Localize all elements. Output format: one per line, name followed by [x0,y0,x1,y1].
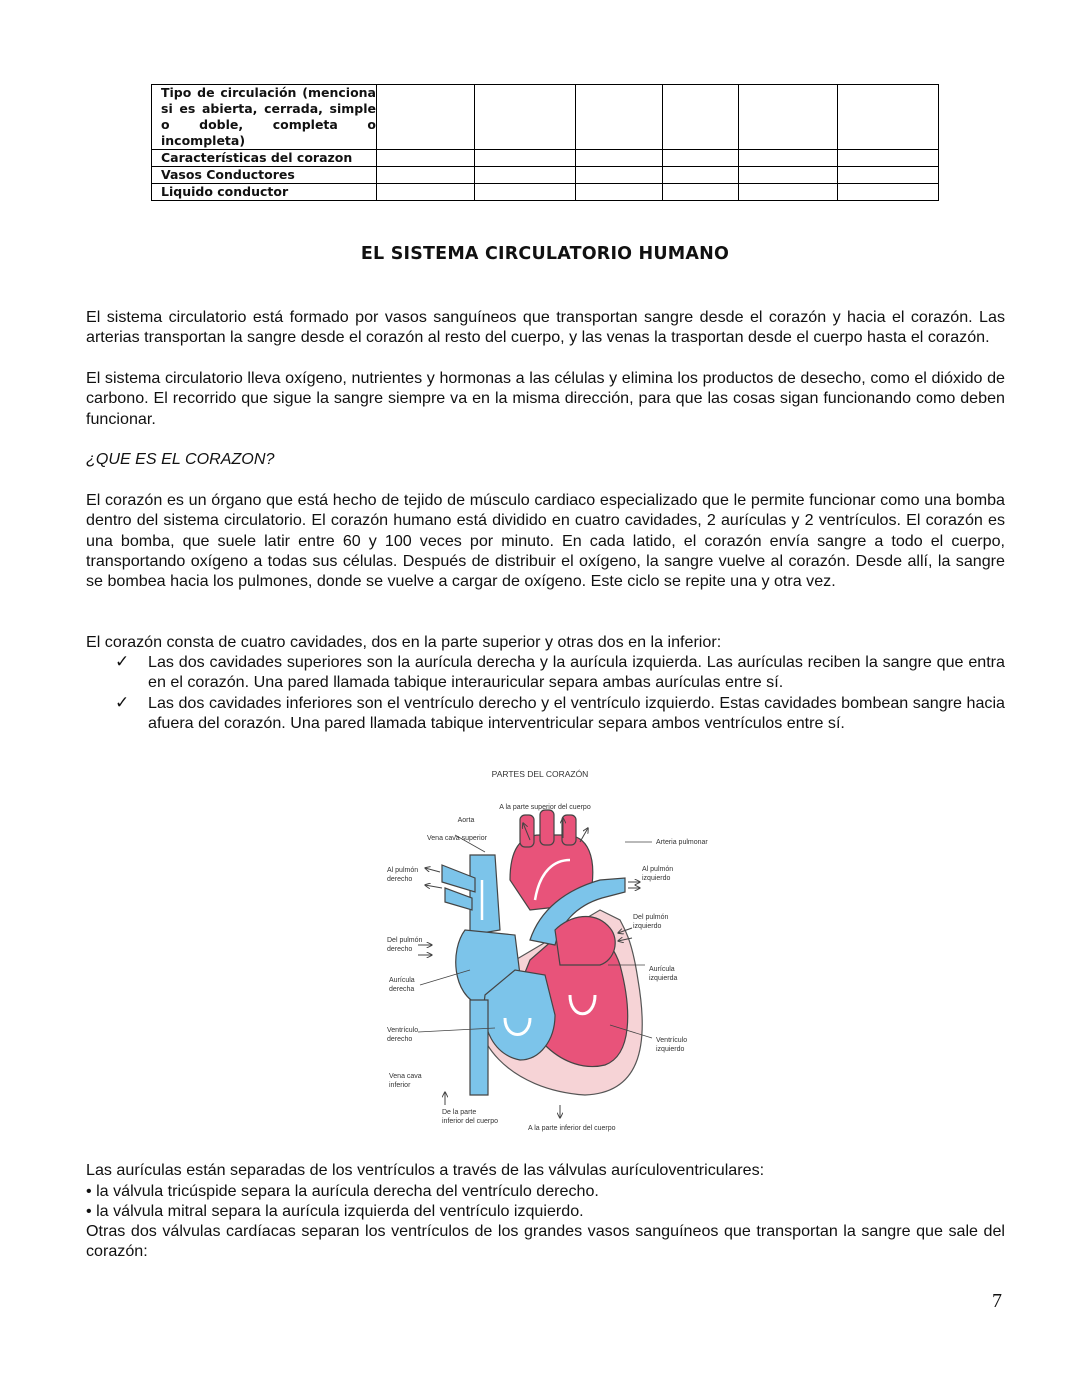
pulmonary-vein-right [445,888,472,910]
aorta-branch [520,815,534,847]
table-cell [663,184,739,201]
table-row [152,184,939,201]
label-del-pulmon-derecho: derecho [387,946,413,953]
label-al-pulmon-izquierdo: izquierdo [642,875,671,882]
table-cell [838,184,939,201]
cavities-intro: El corazón consta de cuatro cavidades, dos en la parte superior y otras dos en la inferior: [86,633,722,651]
label-ventriculo-derecho: derecho [387,1036,413,1043]
table-cell [663,85,739,150]
table-cell [576,184,663,201]
comparison-table [151,84,939,201]
label-al-pulmon-izquierdo: Al pulmón [642,866,674,873]
table-cell [377,184,475,201]
label-auricula-izquierda: Aurícula [649,966,675,973]
table-row [152,167,939,184]
label-ventriculo-izquierdo: Ventrículo [656,1037,688,1044]
checkmark-icon: ✓ [115,693,130,712]
label-auricula-derecha: derecha [389,986,415,993]
section-heading: EL SISTEMA CIRCULATORIO HUMANO [360,244,730,264]
page-number: 7 [992,1290,1002,1312]
table-row [152,85,939,150]
label-al-pulmon-derecho: Al pulmón [387,867,419,874]
label-del-pulmon-izquierdo: Del pulmón [633,914,669,921]
label-top-body: A la parte superior del cuerpo [499,804,591,811]
label-del-pulmon-derecho: Del pulmón [387,937,423,944]
table-cell [576,167,663,184]
vena-cava-superior-shape [470,855,500,935]
label-vena-cava-superior: Vena cava superior [427,835,487,842]
label-from-lower-body: inferior del cuerpo [442,1118,499,1125]
arrow [425,885,442,888]
table-row-label: Vasos Conductores [152,167,377,184]
valves-intro: Las aurículas están separadas de los ventrículos a través de las válvulas aurículoventriculares: [86,1161,765,1179]
table-cell [838,85,939,150]
table-cell [739,167,838,184]
check-item-text: Las dos cavidades superiores son la aurícula derecha y la aurícula izquierda. Las aurículas reciben la sangre que entra en el corazón. Una pared llamada tabique interauricular separa ambas aurículas entre sí. [148,653,1005,692]
intro-paragraph-1: El sistema circulatorio está formado por vasos sanguíneos que transportan sangre desde el corazón y hacia el corazón. Las arterias transportan la sangre desde el corazón al resto del cuerpo, y las venas la trasportan desde el cuerpo hasta el corazón. [86,308,1005,347]
table-cell [739,184,838,201]
valve-item: • la válvula tricúspide separa la aurícula derecha del ventrículo derecho. [86,1182,599,1200]
table-cell [838,167,939,184]
check-item-lower [115,693,1005,734]
diagram-title: PARTES DEL CORAZÓN [491,769,589,779]
table-row-label: Tipo de circulación (menciona si es abierta, cerrada, simple o doble, completa o incompleta) [152,85,377,150]
heart-paragraph: El corazón es un órgano que está hecho de tejido de músculo cardiaco especializado que le permite funcionar como una bomba dentro del sistema circulatorio. El corazón humano está dividido en cuatro cavidades, 2 aurículas y 2 ventrículos. El corazón es una bomba, que suele latir entre 60 y 100 veces por minuto. En cada latido, el corazón envía sangre a todo el cuerpo, transportando oxígeno a todas sus células. Después de distribuir el oxígeno, la sangre vuelve al corazón. Desde allí, la sangre se bombea hacia los pulmones, donde se vuelve a cargar de oxígeno. Este ciclo se repite una y otra vez. [86,491,1005,591]
table-row-label: Características del corazon [152,150,377,167]
label-ventriculo-derecho: Ventrículo [387,1027,419,1034]
aorta-branch [540,810,554,845]
table-cell [475,167,576,184]
check-item-text: Las dos cavidades inferiores son el ventrículo derecho y el ventrículo izquierdo. Estas cavidades bombean sangre hacia afuera del corazón. Una pared llamada tabique interventricular separa ambos ventrículos entre sí. [148,694,1005,733]
heart-diagram [370,760,730,1140]
vena-cava-inferior-shape [470,1000,488,1095]
label-ventriculo-izquierdo: izquierdo [656,1046,685,1053]
table-cell [576,150,663,167]
label-auricula-derecha: Aurícula [389,977,415,984]
aorta-branch [562,815,576,845]
table-row [152,150,939,167]
intro-paragraph-2: El sistema circulatorio lleva oxígeno, nutrientes y hormonas a las células y elimina los productos de desecho, como el dióxido de carbono. El recorrido que sigue la sangre siempre va en la misma dirección, para que las cosas sigan funcionando como deben funcionar. [86,369,1005,428]
label-aorta: Aorta [457,817,475,824]
checkmark-icon: ✓ [115,652,130,671]
table-cell [377,167,475,184]
table-row-label: Liquido conductor [152,184,377,201]
check-item-upper [115,652,1005,693]
table-cell [576,85,663,150]
left-atrium-shape [555,916,615,965]
arrow [580,828,588,842]
label-auricula-izquierda: izquierda [649,975,678,982]
valves-outro: Otras dos válvulas cardíacas separan los ventrículos de los grandes vasos sanguíneos que transportan la sangre que sale del corazón: [86,1222,1005,1261]
valve-item: • la válvula mitral separa la aurícula izquierda del ventrículo izquierdo. [86,1202,584,1220]
label-arteria-pulmonar: Arteria pulmonar [656,839,708,846]
arrow [425,868,440,872]
table-cell [475,150,576,167]
table-cell [475,184,576,201]
table-cell [377,150,475,167]
table-cell [663,150,739,167]
table-cell [838,150,939,167]
label-vena-cava-inferior: inferior [389,1082,411,1089]
table-cell [663,167,739,184]
table-cell [475,85,576,150]
table-cell [739,85,838,150]
label-from-lower-body: De la parte [442,1109,477,1116]
label-al-pulmon-derecho: derecho [387,876,413,883]
table-cell [377,85,475,150]
table-cell [739,150,838,167]
label-del-pulmon-izquierdo: izquierdo [633,923,662,930]
label-vena-cava-inferior: Vena cava [389,1073,422,1080]
question-heading: ¿QUE ES EL CORAZON? [86,450,275,468]
label-to-lower-body: A la parte inferior del cuerpo [528,1125,616,1132]
